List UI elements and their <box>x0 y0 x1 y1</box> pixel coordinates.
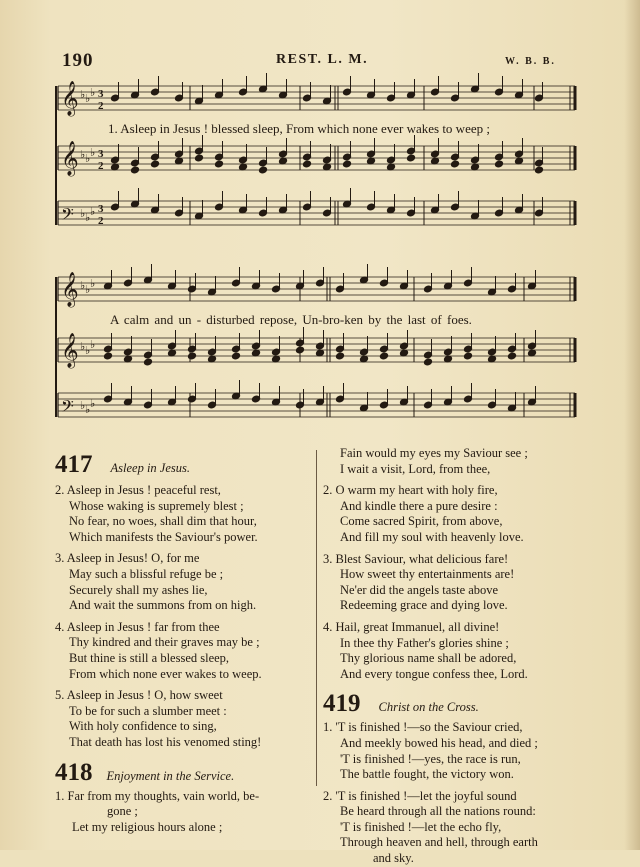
right-column <box>323 446 593 867</box>
verse-line: That death has lost his venomed sting! <box>69 734 262 749</box>
hymn-heading <box>55 758 313 786</box>
verse-line: Securely shall my ashes lie, <box>69 582 208 597</box>
note-head <box>450 160 459 168</box>
flat-icon: ♭ <box>80 341 86 353</box>
tune-title: REST. L. M. <box>276 52 369 67</box>
verse-line: How sweet thy entertainments are! <box>340 567 515 582</box>
verse-line: With holy confidence to sing, <box>69 719 217 734</box>
stanza <box>55 483 313 545</box>
stanza <box>323 552 593 614</box>
time-signature: 2 <box>98 160 104 172</box>
hymn-number: 418 <box>55 758 93 786</box>
treble-clef-icon: 𝄞 <box>61 272 79 307</box>
music-score <box>0 0 640 430</box>
note-head <box>335 352 344 360</box>
note-head <box>534 166 543 174</box>
verse-line: In thee thy Father's glories shine ; <box>340 635 509 650</box>
verse-line: And every tongue confess thee, Lord. <box>340 666 528 681</box>
time-signature: 2 <box>98 215 104 227</box>
verse-line: And kindle there a pure desire : <box>340 498 498 513</box>
verse-line: Through heaven and hell, through earth <box>340 835 538 850</box>
verse-line: Come sacred Spirit, from above, <box>340 514 503 529</box>
verse-line: 2. O warm my heart with holy fire, <box>323 483 498 498</box>
verse-line: Thy glorious name shall be adored, <box>340 651 517 666</box>
verse-line: Be heard through all the nations round: <box>340 804 536 819</box>
verse-line: From which none ever wakes to weep. <box>69 666 262 681</box>
stanza <box>55 620 313 682</box>
stanza <box>323 720 593 782</box>
verse-line: 3. Blest Saviour, what delicious fare! <box>323 551 509 566</box>
verse-line: 4. Asleep in Jesus ! far from thee <box>55 619 220 634</box>
verse-line: May such a blissful refuge be ; <box>69 566 224 581</box>
note-head <box>507 352 516 360</box>
flat-icon: ♭ <box>90 147 96 159</box>
column-divider <box>316 450 317 786</box>
composer-initials: W. B. B. <box>505 56 556 67</box>
verse-line: 1. Far from my thoughts, vain world, be- <box>55 788 260 803</box>
flat-icon: ♭ <box>85 345 91 357</box>
verse-line: Whose waking is supremely blest ; <box>69 498 244 513</box>
note-head <box>103 352 112 360</box>
verse-line: and sky. <box>373 851 414 866</box>
verse-line: gone ; <box>107 804 138 819</box>
flat-icon: ♭ <box>85 212 91 224</box>
verse-line: 4. Hail, great Immanuel, all divine! <box>323 619 500 634</box>
note-head <box>231 352 240 360</box>
flat-icon: ♭ <box>90 87 96 99</box>
stanza <box>55 789 313 836</box>
verse-line: And wait the summons from on high. <box>69 598 257 613</box>
verse-line: The battle fought, the victory won. <box>340 767 514 782</box>
note-head <box>379 352 388 360</box>
flat-icon: ♭ <box>80 400 86 412</box>
note-head <box>214 160 223 168</box>
hymn-heading <box>55 453 313 477</box>
stanza <box>323 483 593 545</box>
time-signature: 3 <box>98 148 104 160</box>
flat-icon: ♭ <box>85 404 91 416</box>
note-head <box>494 160 503 168</box>
note-head <box>423 358 432 366</box>
note-head <box>295 346 304 354</box>
stanza-continuation <box>323 446 593 477</box>
stanza <box>323 620 593 682</box>
verse-line: 1. 'T is finished !—so the Saviour cried, <box>323 720 523 735</box>
note-head <box>143 358 152 366</box>
flat-icon: ♭ <box>80 89 86 101</box>
treble-clef-icon: 𝄞 <box>61 141 79 176</box>
page-edge-shadow <box>624 0 640 850</box>
note-head <box>194 154 203 162</box>
verse-line: 2. Asleep in Jesus ! peaceful rest, <box>55 483 221 497</box>
time-signature: 3 <box>98 203 104 215</box>
verse-line: 3. Asleep in Jesus! O, for me <box>55 551 200 566</box>
hymn-number: 419 <box>323 690 361 718</box>
left-column <box>55 453 313 835</box>
flat-icon: ♭ <box>85 153 91 165</box>
verse-line: 2. 'T is finished !—let the joyful sound <box>323 788 517 803</box>
note-head <box>406 154 415 162</box>
note-head <box>463 352 472 360</box>
note-head <box>150 160 159 168</box>
verse-line: And meekly bowed his head, and died ; <box>340 735 538 750</box>
verse-line: No fear, no woes, shall dim that hour, <box>69 514 257 529</box>
bass-clef-icon: 𝄢 <box>61 396 74 420</box>
hymn-number: 417 <box>55 451 93 478</box>
note-head <box>130 166 139 174</box>
flat-icon: ♭ <box>90 206 96 218</box>
flat-icon: ♭ <box>85 93 91 105</box>
verse-line: And fill my soul with heavenly love. <box>340 529 524 544</box>
flat-icon: ♭ <box>80 149 86 161</box>
bass-clef-icon: 𝄢 <box>61 204 74 228</box>
note-head <box>187 352 196 360</box>
flat-icon: ♭ <box>85 284 91 296</box>
hymn-title: Christ on the Cross. <box>378 700 479 715</box>
time-signature: 3 <box>98 88 104 100</box>
verse-line: 5. Asleep in Jesus ! O, how sweet <box>55 688 223 703</box>
verse-line: I wait a visit, Lord, from thee, <box>340 461 491 476</box>
stanza <box>323 789 593 867</box>
verse-line: Ne'er did the angels taste above <box>340 582 499 597</box>
verse-line: Thy kindred and their graves may be ; <box>69 635 260 650</box>
lyric-line-1: 1. Asleep in Jesus ! blessed sleep, From which none ever wakes to weep ; <box>108 121 490 136</box>
treble-clef-icon: 𝄞 <box>61 333 79 368</box>
flat-icon: ♭ <box>90 398 96 410</box>
lyric-line-2: A calm and un - disturbed repose, Un-bro-ken by the last of foes. <box>110 312 472 327</box>
stanza <box>55 551 313 613</box>
verse-line: To be for such a slumber meet : <box>69 703 227 718</box>
flat-icon: ♭ <box>90 339 96 351</box>
treble-clef-icon: 𝄞 <box>61 81 79 116</box>
note-head <box>342 160 351 168</box>
verse-line: Fain would my eyes my Saviour see ; <box>340 446 528 460</box>
note-head <box>258 166 267 174</box>
verse-line: Let my religious hours alone ; <box>72 819 223 834</box>
page-number: 190 <box>62 50 94 71</box>
note-head <box>302 160 311 168</box>
stanza <box>55 688 313 750</box>
verse-line: Redeeming grace and dying love. <box>340 598 508 613</box>
flat-icon: ♭ <box>80 280 86 292</box>
verse-line: But thine is still a blessed sleep, <box>69 650 230 665</box>
hymn-title: Enjoyment in the Service. <box>106 768 235 783</box>
flat-icon: ♭ <box>80 208 86 220</box>
hymn-heading <box>323 692 593 716</box>
hymn-title: Asleep in Jesus. <box>110 461 190 475</box>
time-signature: 2 <box>98 100 104 112</box>
verse-line: 'T is finished !—yes, the race is run, <box>340 751 521 766</box>
verse-line: Which manifests the Saviour's power. <box>69 529 258 544</box>
verse-line: 'T is finished !—let the echo fly, <box>340 819 502 834</box>
flat-icon: ♭ <box>90 278 96 290</box>
